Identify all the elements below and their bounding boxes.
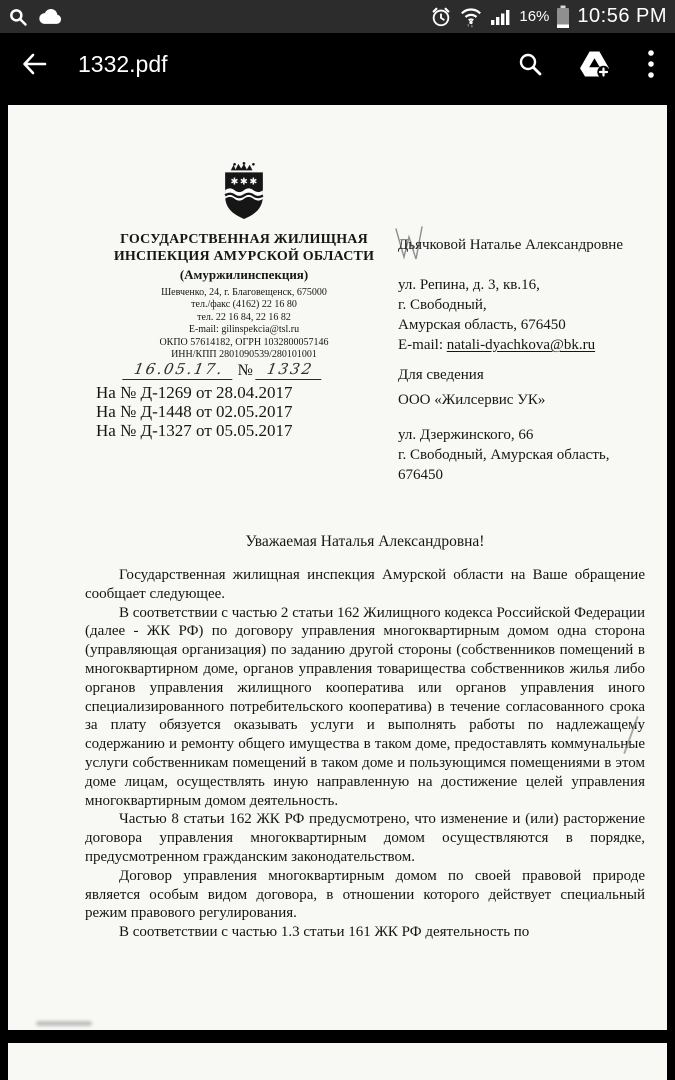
paragraph: Частью 8 статьи 162 ЖК РФ предусмотрено, что изменение и (или) расторжение договора управления многоквартирным домом осуществляются в порядке, предусмотренном гражданским законодательством. (85, 811, 645, 865)
add-to-drive-button[interactable] (579, 50, 611, 78)
coat-of-arms-icon (215, 161, 273, 227)
status-bar-clock: 10:56 PM (577, 5, 667, 27)
addressee-street: ул. Репина, д. 3, кв.16, (398, 277, 540, 293)
email-label: E-mail: (398, 337, 447, 353)
battery-icon (556, 5, 570, 29)
org-name-line2: ИНСПЕКЦИЯ АМУРСКОЙ ОБЛАСТИ (113, 249, 375, 264)
reference-block (96, 360, 364, 440)
svg-text:✱: ✱ (240, 176, 248, 188)
addressee-name: Дьячковой Наталье Александровне (398, 237, 623, 253)
org-okpo-ogrn: ОКПО 57614182, ОГРН 1032800057146 (159, 336, 329, 348)
search-icon (8, 7, 28, 27)
addressee-region: Амурская область, 676450 (398, 317, 566, 333)
org-fax: тел./факс (4162) 22 16 80 (191, 299, 297, 311)
letterhead (106, 161, 382, 361)
addressee-city: г. Свободный, (398, 297, 487, 313)
org-short-name: (Амуржилинспекция) (179, 267, 309, 282)
svg-text:✱: ✱ (249, 176, 258, 188)
alarm-icon (430, 6, 452, 28)
scan-smudge (36, 1021, 92, 1026)
fyi-org-name: ООО «Жилсервис УК» (398, 392, 546, 408)
addressee-block (398, 235, 663, 485)
pdf-viewer[interactable] (0, 95, 675, 1080)
battery-percent: 16% (519, 8, 550, 25)
handwritten-number: 1332 (255, 360, 325, 380)
svg-text:✱: ✱ (230, 176, 239, 188)
status-bar-notifications (8, 7, 62, 27)
org-email: E-mail: gilinspekcia@tsl.ru (188, 324, 300, 336)
salutation: Уважаемая Наталья Александровна! (245, 533, 485, 550)
fyi-org-zip: 676450 (398, 467, 443, 483)
paragraph: В соответствии с частью 1.3 статьи 161 ЖК РФ деятельность по (119, 924, 530, 941)
number-sign: № (237, 362, 253, 379)
org-contacts (106, 287, 382, 361)
cloud-icon (38, 8, 62, 25)
org-phone: тел. 22 16 84, 22 16 82 (197, 311, 291, 323)
letter-body (85, 566, 645, 942)
document-title: 1332.pdf (78, 50, 168, 77)
org-inn-kpp: ИНН/КПП 2801090539/280101001 (171, 349, 317, 361)
paragraph: Государственная жилищная инспекция Амурской области на Ваше обращение сообщает следующее. (85, 567, 645, 602)
org-name-line1: ГОСУДАРСТВЕННАЯ ЖИЛИЩНАЯ (120, 232, 368, 247)
pdf-viewer-toolbar (0, 33, 675, 95)
in-reply-ref: На № Д-1448 от 02.05.2017 (96, 402, 293, 421)
addressee-email: natali-dyachkova@bk.ru (446, 337, 596, 353)
fyi-label: Для сведения (398, 367, 484, 383)
in-reply-ref: На № Д-1327 от 05.05.2017 (96, 421, 293, 440)
fyi-org-street: ул. Дзержинского, 66 (398, 427, 534, 443)
paragraph: Договор управления многоквартирным домом по своей правовой природе является особым видом договора, в отношении которого действует специальный режим правового регулирования. (85, 867, 645, 922)
fyi-org-city: г. Свободный, Амурская область, (398, 447, 610, 463)
handwritten-date: 16.05.17. (122, 360, 235, 380)
overflow-menu-icon[interactable] (647, 49, 655, 79)
in-reply-refs (96, 383, 364, 440)
addressee-email-line (398, 335, 663, 355)
paragraph: В соответствии с частью 2 статьи 162 Жилищного кодекса Российской Федерации (далее - ЖК РФ) по договору управления многоквартирным домом одна сторона (управляющая организация) по заданию другой стороны (собственников помещений в многоквартирном доме, органов управления товарищества собственников жилья либо органов управления жилищного кооператива или органов управления иного специализированного потребительского кооператива) в течение согласованного срока за плату обязуется оказывать услуги и выполнять работы по надлежащему содержанию и ремонту общего имущества в таком доме, предоставлять коммунальные услуги собственникам помещений в таком доме и пользующимся помещениями в этом доме лицам, осуществлять иную направленную на достижение целей управления многоквартирным домом деятельность. (85, 604, 645, 809)
wifi-icon (459, 6, 483, 28)
pdf-page-1 (8, 105, 667, 1030)
org-address: Шевченко, 24, г. Благовещенск, 675000 (161, 287, 327, 298)
pdf-page-2 (8, 1043, 667, 1080)
status-bar[interactable] (0, 0, 675, 33)
back-arrow-icon[interactable] (20, 50, 48, 78)
in-reply-ref: На № Д-1269 от 28.04.2017 (96, 383, 293, 402)
search-button[interactable] (517, 51, 543, 77)
signal-icon (490, 8, 512, 26)
